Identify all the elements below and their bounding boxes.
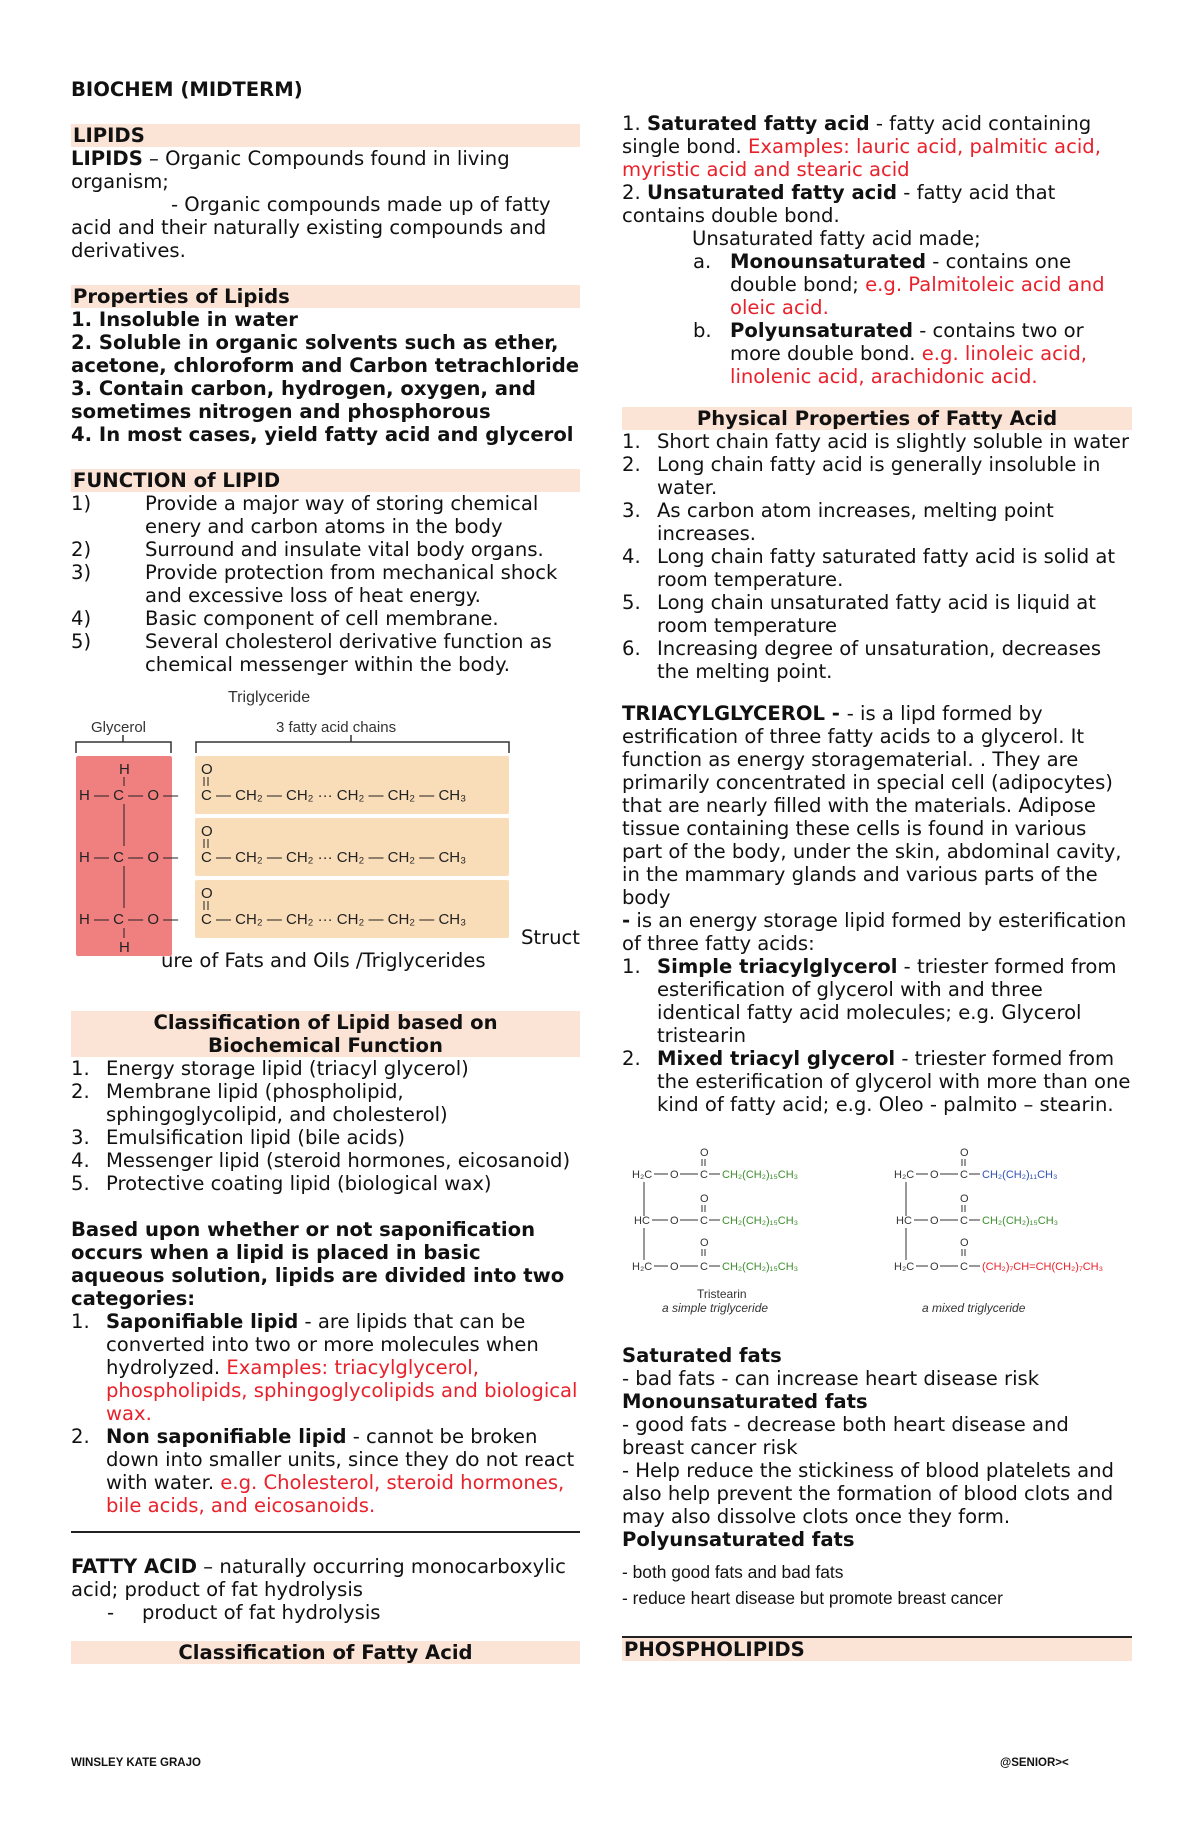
simple-c-2: C	[700, 1215, 708, 1227]
triacylglycerol-def-2: - is an energy storage lipid formed by esterification of three fatty acids:	[622, 909, 1127, 955]
chain-box-1	[195, 756, 509, 814]
fatty-acid-chain-3: C — CH₂ — CH₂ ··· CH₂ — CH₂ — CH₃	[201, 911, 467, 928]
carbonyl-o-3: O	[201, 885, 213, 902]
simple-chain-2: CH₂(CH₂)₁₅CH₃	[722, 1215, 799, 1227]
mixed-o-ester-2: O	[930, 1215, 939, 1227]
simple-o-ester-1: O	[670, 1169, 679, 1181]
left-column	[71, 78, 580, 1664]
mixed-o-3: O	[960, 1237, 969, 1249]
list-item: 1. Simple triacylglycerol - triester formed from esterification of glycerol with and three identical fatty acid molecules; e.g. Glycerol tristearin	[622, 955, 1117, 1047]
triacylglycerol-definition: TRIACYLGLYCEROL - - is a lipd formed by estrification of three fatty acids to a glycerol. It function as energy storagematerial. . They are primarily concentrated in special cell (adipocytes) that are nearly filled with the materials. Adipose tissue containing these cells is found in various part of the body, under the skin, abdominal cavity, in the mammary glands and various parts of the body	[622, 702, 1122, 909]
list-item: 3. Emulsification lipid (bile acids)	[71, 1126, 406, 1149]
list-item: 3. As carbon atom increases, melting point increases.	[622, 499, 1054, 545]
list-item: 2. Non saponifiable lipid - cannot be broken down into smaller units, since they do not react with water. e.g. Cholesterol, steroid hormones, bile acids, and eicosanoids.	[71, 1425, 575, 1517]
fatty-acid-sublist	[71, 1601, 580, 1624]
triglyceride-title: Triglyceride	[228, 689, 311, 706]
list-item: 4. Messenger lipid (steroid hormones, eicosanoid)	[71, 1149, 571, 1172]
simple-o-ester-2: O	[670, 1215, 679, 1227]
list-item: 1. Short chain fatty acid is slightly soluble in water	[622, 430, 1130, 453]
list-item: 2. Long chain fatty acid is generally insoluble in water.	[622, 453, 1101, 499]
atom-h-top: H	[119, 761, 130, 778]
phospholipids-header: PHOSPHOLIPIDS	[622, 1636, 1132, 1661]
triglyceride-comparison-diagram	[622, 1138, 1132, 1328]
property-item: 4. In most cases, yield fatty acid and glycerol	[71, 423, 574, 446]
triacylglycerol-list	[622, 955, 1132, 1116]
monounsaturated-fats-heading: Monounsaturated fats	[622, 1390, 868, 1413]
mixed-chain-1: CH₂(CH₂)₁₁CH₃	[982, 1169, 1058, 1181]
mixed-h2c-1: H₂C	[894, 1169, 915, 1181]
simple-name: Tristearin	[697, 1287, 747, 1301]
monounsaturated-fats-text-1: - good fats - decrease both heart disease and breast cancer risk	[622, 1413, 1069, 1459]
simple-hc: HC	[634, 1215, 650, 1227]
carbonyl-o-1: O	[201, 761, 213, 778]
classification-list	[71, 1057, 580, 1195]
polyunsaturated-fats-text-1: - both good fats and bad fats	[622, 1562, 844, 1582]
lipids-definition	[71, 147, 580, 193]
list-item: 5. Protective coating lipid (biological wax)	[71, 1172, 492, 1195]
list-item: 3) Provide protection from mechanical shock and excessive loss of heat energy.	[71, 561, 558, 607]
glycerol-row-2: H — C — O —	[79, 849, 179, 866]
mixed-h2c-2: H₂C	[894, 1261, 915, 1273]
document-title: BIOCHEM (MIDTERM)	[71, 78, 303, 101]
list-item: b. Polyunsaturated - contains two or more double bond. e.g. linoleic acid, linolenic acid, arachidonic acid.	[693, 319, 1088, 388]
mixed-c-2: C	[960, 1215, 968, 1227]
triglyceride-diagram	[71, 680, 580, 970]
figure-caption-a: Struct	[520, 926, 580, 949]
lipids-def-2: - Organic compounds made up of fatty acid and their naturally existing compounds and derivatives.	[71, 193, 551, 262]
function-list	[71, 492, 580, 676]
mixed-o-1: O	[960, 1147, 969, 1159]
list-item: 2) Surround and insulate vital body organs.	[71, 538, 544, 561]
divider	[71, 1531, 580, 1533]
lipids-term: LIPIDS	[71, 147, 143, 170]
footer-author: WINSLEY KATE GRAJO	[71, 1757, 201, 1769]
simple-h2c-1: H₂C	[632, 1169, 653, 1181]
saponification-list	[71, 1310, 580, 1517]
simple-h2c-2: H₂C	[632, 1261, 653, 1273]
list-item: 4. Long chain fatty saturated fatty acid is solid at room temperature.	[622, 545, 1116, 591]
property-item: 3. Contain carbon, hydrogen, oxygen, and sometimes nitrogen and phosphorous	[71, 377, 536, 423]
simple-o-2: O	[700, 1193, 709, 1205]
simple-c-3: C	[700, 1261, 708, 1273]
saturated-fats-heading: Saturated fats	[622, 1344, 782, 1367]
mixed-c-3: C	[960, 1261, 968, 1273]
fatty-acid-chain-1: C — CH₂ — CH₂ ··· CH₂ — CH₂ — CH₃	[201, 787, 467, 804]
mixed-hc: HC	[896, 1215, 912, 1227]
list-item: a. Monounsaturated - contains one double bond; e.g. Palmitoleic acid and oleic acid.	[693, 250, 1105, 319]
saponification-intro: Based upon whether or not saponification occurs when a lipid is placed in basic aqueous solution, lipids are divided into two categories:	[71, 1218, 565, 1310]
list-item: 2. Membrane lipid (phospholipid, sphingoglycolipid, and cholesterol)	[71, 1080, 448, 1126]
function-header: FUNCTION of LIPID	[71, 469, 580, 492]
simple-chain-1: CH₂(CH₂)₁₅CH₃	[722, 1169, 799, 1181]
chain-box-3	[195, 880, 509, 938]
mixed-chain-2: CH₂(CH₂)₁₅CH₃	[982, 1215, 1059, 1227]
properties-header: Properties of Lipids	[71, 285, 580, 308]
physical-properties-list	[622, 430, 1132, 683]
list-item: 5) Several cholesterol derivative function as chemical messenger within the body.	[71, 630, 552, 676]
unsaturated-sublist	[622, 250, 1132, 388]
saturated-fats-text: - bad fats - can increase heart disease risk	[622, 1367, 1040, 1390]
list-item: 1. Energy storage lipid (triacyl glycerol)	[71, 1057, 469, 1080]
simple-chain-3: CH₂(CH₂)₁₅CH₃	[722, 1261, 799, 1273]
list-item: 4) Basic component of cell membrane.	[71, 607, 499, 630]
simple-c-1: C	[700, 1169, 708, 1181]
simple-o-3: O	[700, 1237, 709, 1249]
mixed-chain-3: (CH₂)₇CH=CH(CH₂)₇CH₃	[982, 1261, 1104, 1273]
glycerol-row-3: H — C — O —	[79, 911, 179, 928]
saturated-fatty-acid: 1. Saturated fatty acid - fatty acid containing single bond. Examples: lauric acid, palmitic acid, myristic acid and stearic acid	[622, 112, 1101, 181]
polyunsaturated-fats-text-2: - reduce heart disease but promote breast cancer	[622, 1588, 1003, 1608]
glycerol-bracket	[76, 735, 171, 753]
list-item: 2. Mixed triacyl glycerol - triester formed from the esterification of glycerol with more than one kind of fatty acid; e.g. Oleo - palmito – stearin.	[622, 1047, 1131, 1116]
list-item: 1. Saponifiable lipid - are lipids that can be converted into two or more molecules when hydrolyzed. Examples: triacylglycerol, phospholipids, sphingoglycolipids and biological wax.	[71, 1310, 578, 1425]
mixed-o-ester-3: O	[930, 1261, 939, 1273]
footer-tag: @SENIOR><	[1000, 1757, 1069, 1769]
lipids-def-1: – Organic Compounds found in living organism;	[71, 147, 510, 193]
simple-o-1: O	[700, 1147, 709, 1159]
mixed-o-ester-1: O	[930, 1169, 939, 1181]
list-item: 5. Long chain unsaturated fatty acid is liquid at room temperature	[622, 591, 1096, 637]
classification-header: Classification of Lipid based on Biochemical Function	[71, 1011, 580, 1057]
atom-h-bottom: H	[119, 939, 130, 956]
lipids-header: LIPIDS	[71, 124, 580, 147]
chains-bracket	[196, 735, 509, 753]
unsaturated-made: Unsaturated fatty acid made;	[692, 227, 981, 250]
monounsaturated-fats-text-2: - Help reduce the stickiness of blood platelets and also help prevent the formation of blood clots and may also dissolve clots once they form.	[622, 1459, 1114, 1528]
list-item: - product of fat hydrolysis	[107, 1601, 381, 1624]
property-item: 1. Insoluble in water	[71, 308, 298, 331]
simple-caption: a simple triglyceride	[662, 1301, 769, 1315]
chain-box-2	[195, 818, 509, 876]
list-item: 6. Increasing degree of unsaturation, decreases the melting point.	[622, 637, 1102, 683]
chains-label: 3 fatty acid chains	[276, 719, 397, 736]
polyunsaturated-fats-heading: Polyunsaturated fats	[622, 1528, 855, 1551]
glycerol-label: Glycerol	[91, 719, 147, 736]
right-column	[622, 112, 1132, 1661]
simple-o-ester-3: O	[670, 1261, 679, 1273]
fatty-acid-definition: FATTY ACID – naturally occurring monocarboxylic acid; product of fat hydrolysis	[71, 1555, 566, 1601]
mixed-c-1: C	[960, 1169, 968, 1181]
carbonyl-o-2: O	[201, 823, 213, 840]
mixed-o-2: O	[960, 1193, 969, 1205]
figure-caption-b: ure of Fats and Oils /Triglycerides	[161, 949, 486, 972]
classification-fatty-acid-header: Classification of Fatty Acid	[71, 1641, 580, 1664]
fatty-acid-chain-2: C — CH₂ — CH₂ ··· CH₂ — CH₂ — CH₃	[201, 849, 467, 866]
physical-properties-header: Physical Properties of Fatty Acid	[622, 407, 1132, 430]
glycerol-row-1: H — C — O —	[79, 787, 179, 804]
list-item: 1) Provide a major way of storing chemical enery and carbon atoms in the body	[71, 492, 539, 538]
unsaturated-fatty-acid: 2. Unsaturated fatty acid - fatty acid that contains double bond.	[622, 181, 1056, 227]
property-item: 2. Soluble in organic solvents such as ether, acetone, chloroform and Carbon tetrachloride	[71, 331, 580, 377]
mixed-caption: a mixed triglyceride	[922, 1301, 1026, 1315]
